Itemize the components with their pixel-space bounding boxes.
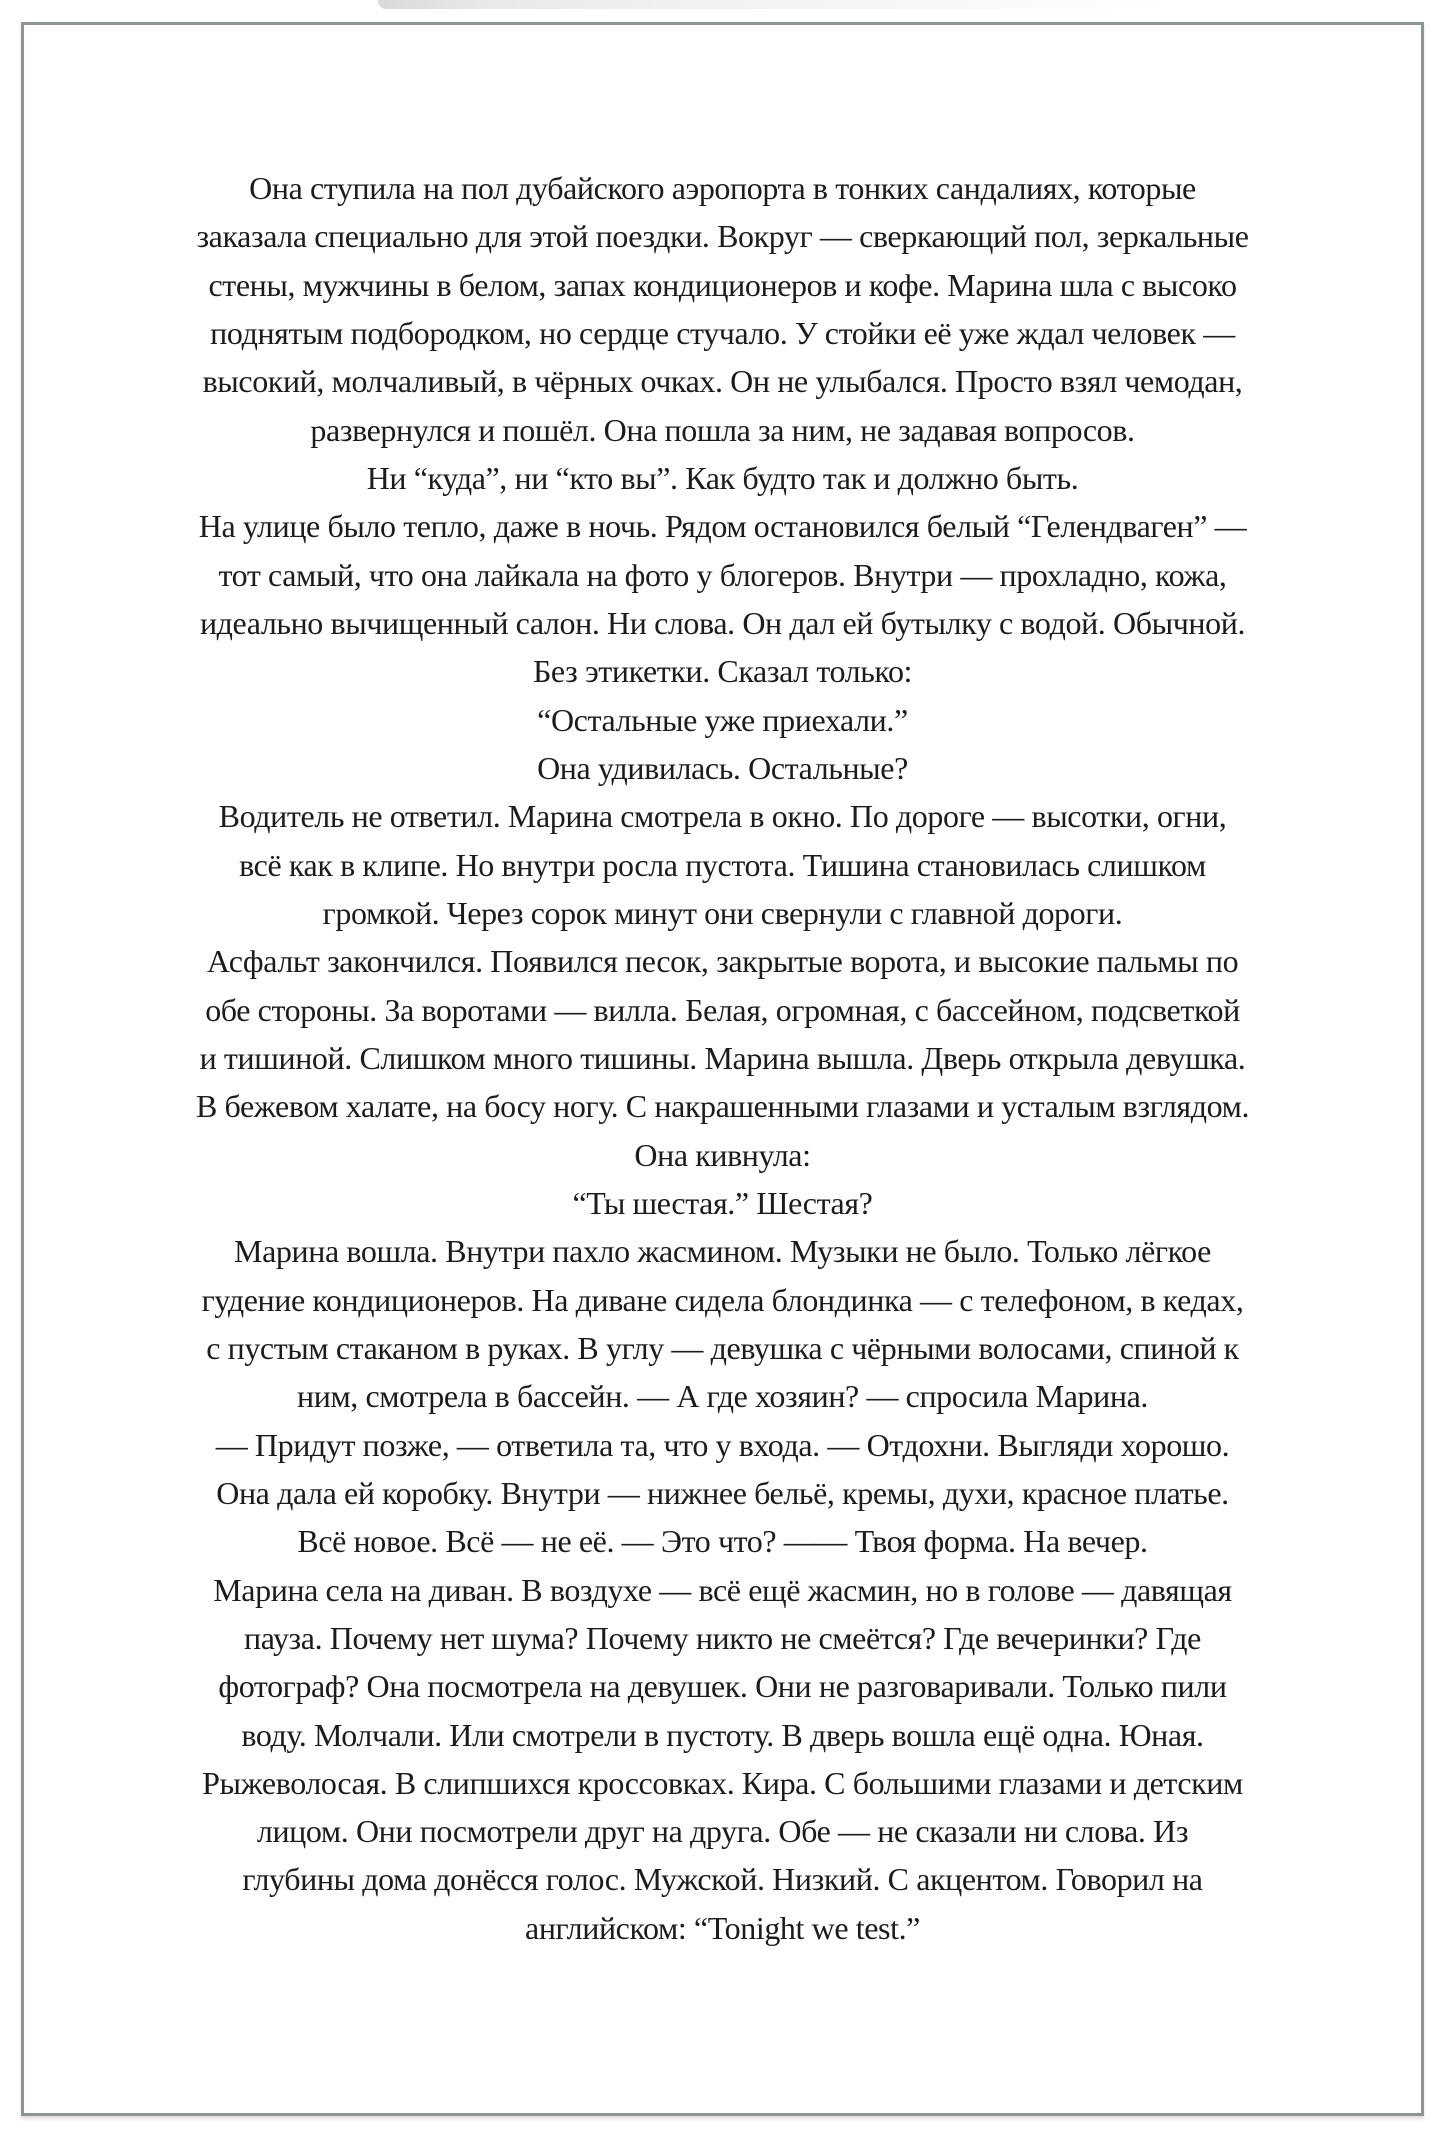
text-line: гудение кондиционеров. На диване сидела блондинка — с телефоном, в кедах,: [201, 1281, 1244, 1318]
text-line: “Ты шестая.” Шестая?: [572, 1184, 873, 1221]
text-line: стены, мужчины в белом, запах кондиционеров и кофе. Марина шла с высоко: [208, 266, 1237, 303]
text-line: высокий, молчаливый, в чёрных очках. Он не улыбался. Просто взял чемодан,: [202, 363, 1243, 400]
text-line: заказала специально для этой поездки. Вокруг — сверкающий пол, зеркальные: [196, 218, 1249, 255]
text-line: Без этикетки. Сказал только:: [532, 653, 913, 690]
text-line: Она удивилась. Остальные?: [537, 749, 908, 786]
text-line: В бежевом халате, на босу ногу. С накрашенными глазами и усталым взглядом.: [195, 1088, 1250, 1125]
text-line: глубины дома донёсся голос. Мужской. Низкий. С акцентом. Говорил на: [242, 1861, 1203, 1898]
text-line: английском: “Tonight we test.”: [525, 1909, 920, 1946]
text-line: Марина вошла. Внутри пахло жасмином. Музыки не было. Только лёгкое: [234, 1233, 1211, 1270]
text-line: пауза. Почему нет шума? Почему никто не смеётся? Где вечеринки? Где: [244, 1619, 1201, 1656]
text-line: развернулся и пошёл. Она пошла за ним, не задавая вопросов.: [310, 411, 1135, 448]
text-line: Всё новое. Всё — не её. — Это что? —— Твоя форма. На вечер.: [297, 1523, 1148, 1560]
text-line: идеально вычищенный салон. Ни слова. Он дал ей бутылку с водой. Обычной.: [199, 604, 1246, 641]
text-line: ним, смотрела в бассейн. — А где хозяин? — спросила Марина.: [297, 1378, 1148, 1415]
text-line: Водитель не ответил. Марина смотрела в окно. По дороге — высотки, огни,: [218, 798, 1227, 835]
page-text: [24, 164, 1421, 1952]
text-line: Она дала ей коробку. Внутри — нижнее бельё, кремы, духи, красное платье.: [216, 1474, 1229, 1511]
text-line: Она ступила на пол дубайского аэропорта в тонких сандалиях, которые: [249, 170, 1196, 206]
text-line: поднятым подбородком, но сердце стучало. У стойки её уже ждал человек —: [210, 314, 1235, 351]
text-line: воду. Молчали. Или смотрели в пустоту. В дверь вошла ещё одна. Юная.: [241, 1716, 1204, 1753]
text-line: всё как в клипе. Но внутри росла пустота. Тишина становилась слишком: [239, 846, 1206, 883]
text-line: с пустым стаканом в руках. В углу — девушка с чёрными волосами, спиной к: [206, 1329, 1239, 1366]
text-line: тот самый, что она лайкала на фото у блогеров. Внутри — прохладно, кожа,: [218, 556, 1227, 593]
window-edge-artifact: [378, 0, 1168, 9]
text-line: На улице было тепло, даже в ночь. Рядом остановился белый “Гелендваген” —: [198, 508, 1247, 545]
text-line: Ни “куда”, ни “кто вы”. Как будто так и должно быть.: [366, 459, 1079, 496]
document-page: [21, 22, 1424, 2116]
text-line: “Остальные уже приехали.”: [537, 701, 908, 738]
text-line: Марина села на диван. В воздухе — всё ещё жасмин, но в голове — давящая: [213, 1571, 1232, 1608]
text-line: Рыжеволосая. В слипшихся кроссовках. Кира. С большими глазами и детским: [202, 1764, 1243, 1801]
text-line: Она кивнула:: [634, 1136, 811, 1173]
text-line: лицом. Они посмотрели друг на друга. Обе — не сказали ни слова. Из: [256, 1813, 1189, 1850]
text-line: Асфальт закончился. Появился песок, закрытые ворота, и высокие пальмы по: [206, 943, 1239, 980]
text-line: и тишиной. Слишком много тишины. Марина вышла. Дверь открыла девушка.: [199, 1039, 1246, 1076]
text-line: обе стороны. За воротами — вилла. Белая, огромная, с бассейном, подсветкой: [205, 991, 1240, 1028]
text-line: фотограф? Она посмотрела на девушек. Они не разговаривали. Только пили: [218, 1668, 1227, 1705]
text-line: — Придут позже, — ответила та, что у входа. — Отдохни. Выгляди хорошо.: [215, 1426, 1230, 1463]
text-line: громкой. Через сорок минут они свернули с главной дороги.: [322, 894, 1123, 931]
